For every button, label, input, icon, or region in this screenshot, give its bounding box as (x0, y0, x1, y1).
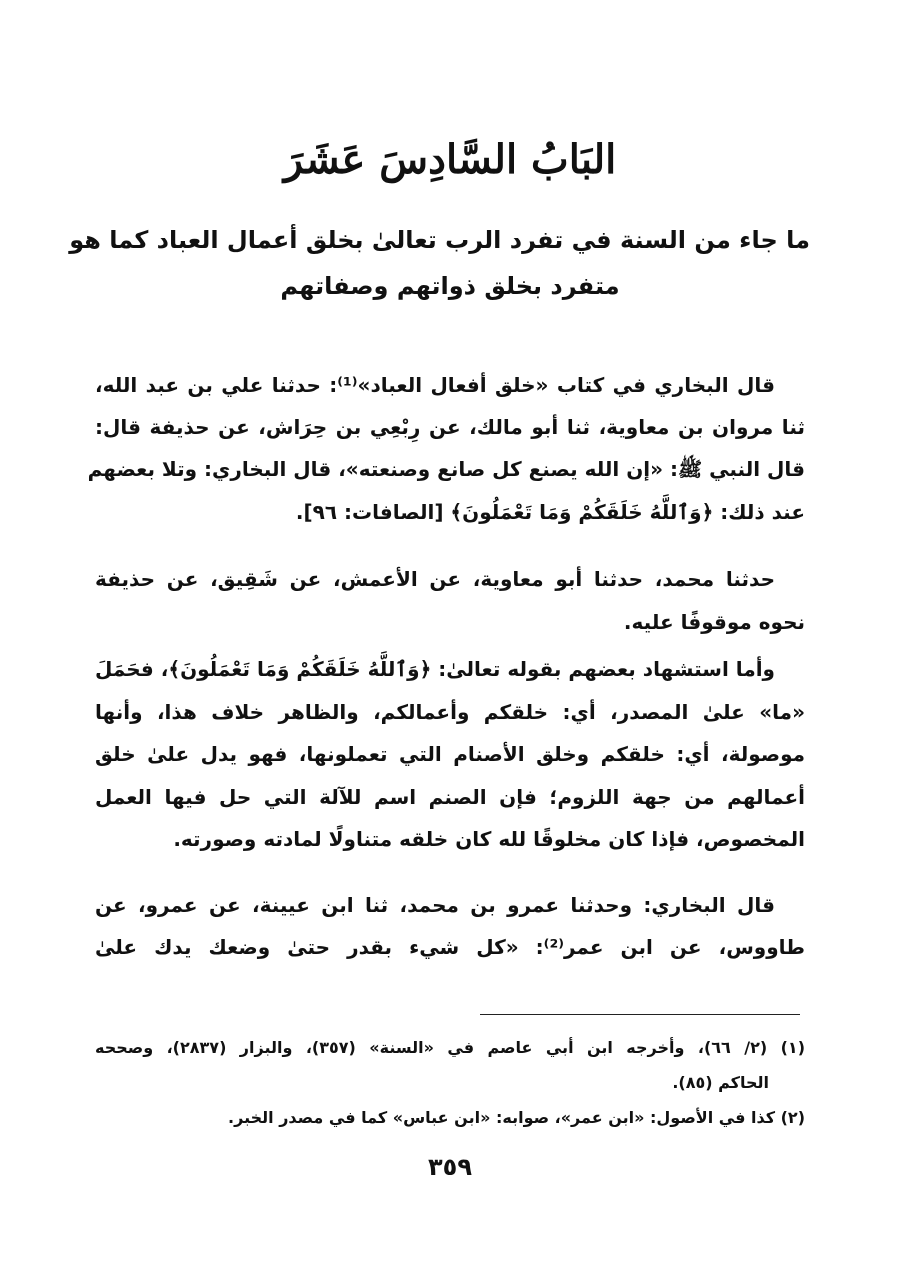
section-heading-line: ما جاء من السنة في تفرد الرب تعالىٰ بخلق أعمال العباد كما هو (69, 226, 810, 254)
body-line: أعمالهم من جهة اللزوم؛ فإن الصنم اسم للآلة التي حل فيها العمل (95, 785, 805, 809)
page-number: ٣٥٩ (428, 1153, 472, 1181)
section-heading-line: متفرد بخلق ذواتهم وصفاتهم (280, 272, 620, 300)
body-line: «ما» علىٰ المصدر، أي: خلقكم وأعمالكم، والظاهر خلاف هذا، وأنها (95, 700, 805, 724)
body-line: قال البخاري: وحدثنا عمرو بن محمد، ثنا ابن عيينة، عن عمرو، عن (95, 893, 775, 917)
footnote-divider (480, 1014, 800, 1015)
footnote-line: الحاكم (٨٥). (672, 1073, 769, 1092)
body-line: ثنا مروان بن معاوية، ثنا أبو مالك، عن رِبْعِي بن حِرَاش، عن حذيفة قال: (95, 415, 805, 439)
body-line: عند ذلك: ﴿وَٱللَّهُ خَلَقَكُمْ وَمَا تَعْمَلُونَ﴾ [الصافات: ٩٦]. (295, 500, 805, 524)
body-line: نحوه موقوفًا عليه. (623, 610, 805, 634)
body-line: وأما استشهاد بعضهم بقوله تعالىٰ: ﴿وَٱللَّهُ خَلَقَكُمْ وَمَا تَعْمَلُونَ﴾، فحَمَلَ (95, 657, 775, 681)
body-line: حدثنا محمد، حدثنا أبو معاوية، عن الأعمش، عن شَقِيق، عن حذيفة (95, 567, 775, 591)
body-line: موصولة، أي: خلقكم وخلق الأصنام التي تعملونها، فهو يدل علىٰ خلق (95, 742, 805, 766)
footnote-line: (٢) كذا في الأصول: «ابن عمر»، صوابه: «ابن عباس» كما في مصدر الخبر. (228, 1108, 805, 1127)
chapter-title: البَابُ السَّادِسَ عَشَرَ (283, 136, 617, 183)
body-line: المخصوص، فإذا كان مخلوقًا لله كان خلقه متناولًا لمادته وصورته. (173, 827, 805, 851)
body-line: طاووس، عن ابن عمر⁽²⁾: «كل شيء بقدر حتىٰ وضعك يدك علىٰ (95, 935, 806, 959)
body-line: قال النبي ﷺ: «إن الله يصنع كل صانع وصنعته»، قال البخاري: وتلا بعضهم (87, 457, 805, 481)
footnote-line: (١) (٢/ ٦٦)، وأخرجه ابن أبي عاصم في «السنة» (٣٥٧)، والبزار (٢٨٣٧)، وصححه (95, 1038, 805, 1057)
body-line: قال البخاري في كتاب «خلق أفعال العباد»⁽¹⁾: حدثنا علي بن عبد الله، (95, 373, 775, 397)
